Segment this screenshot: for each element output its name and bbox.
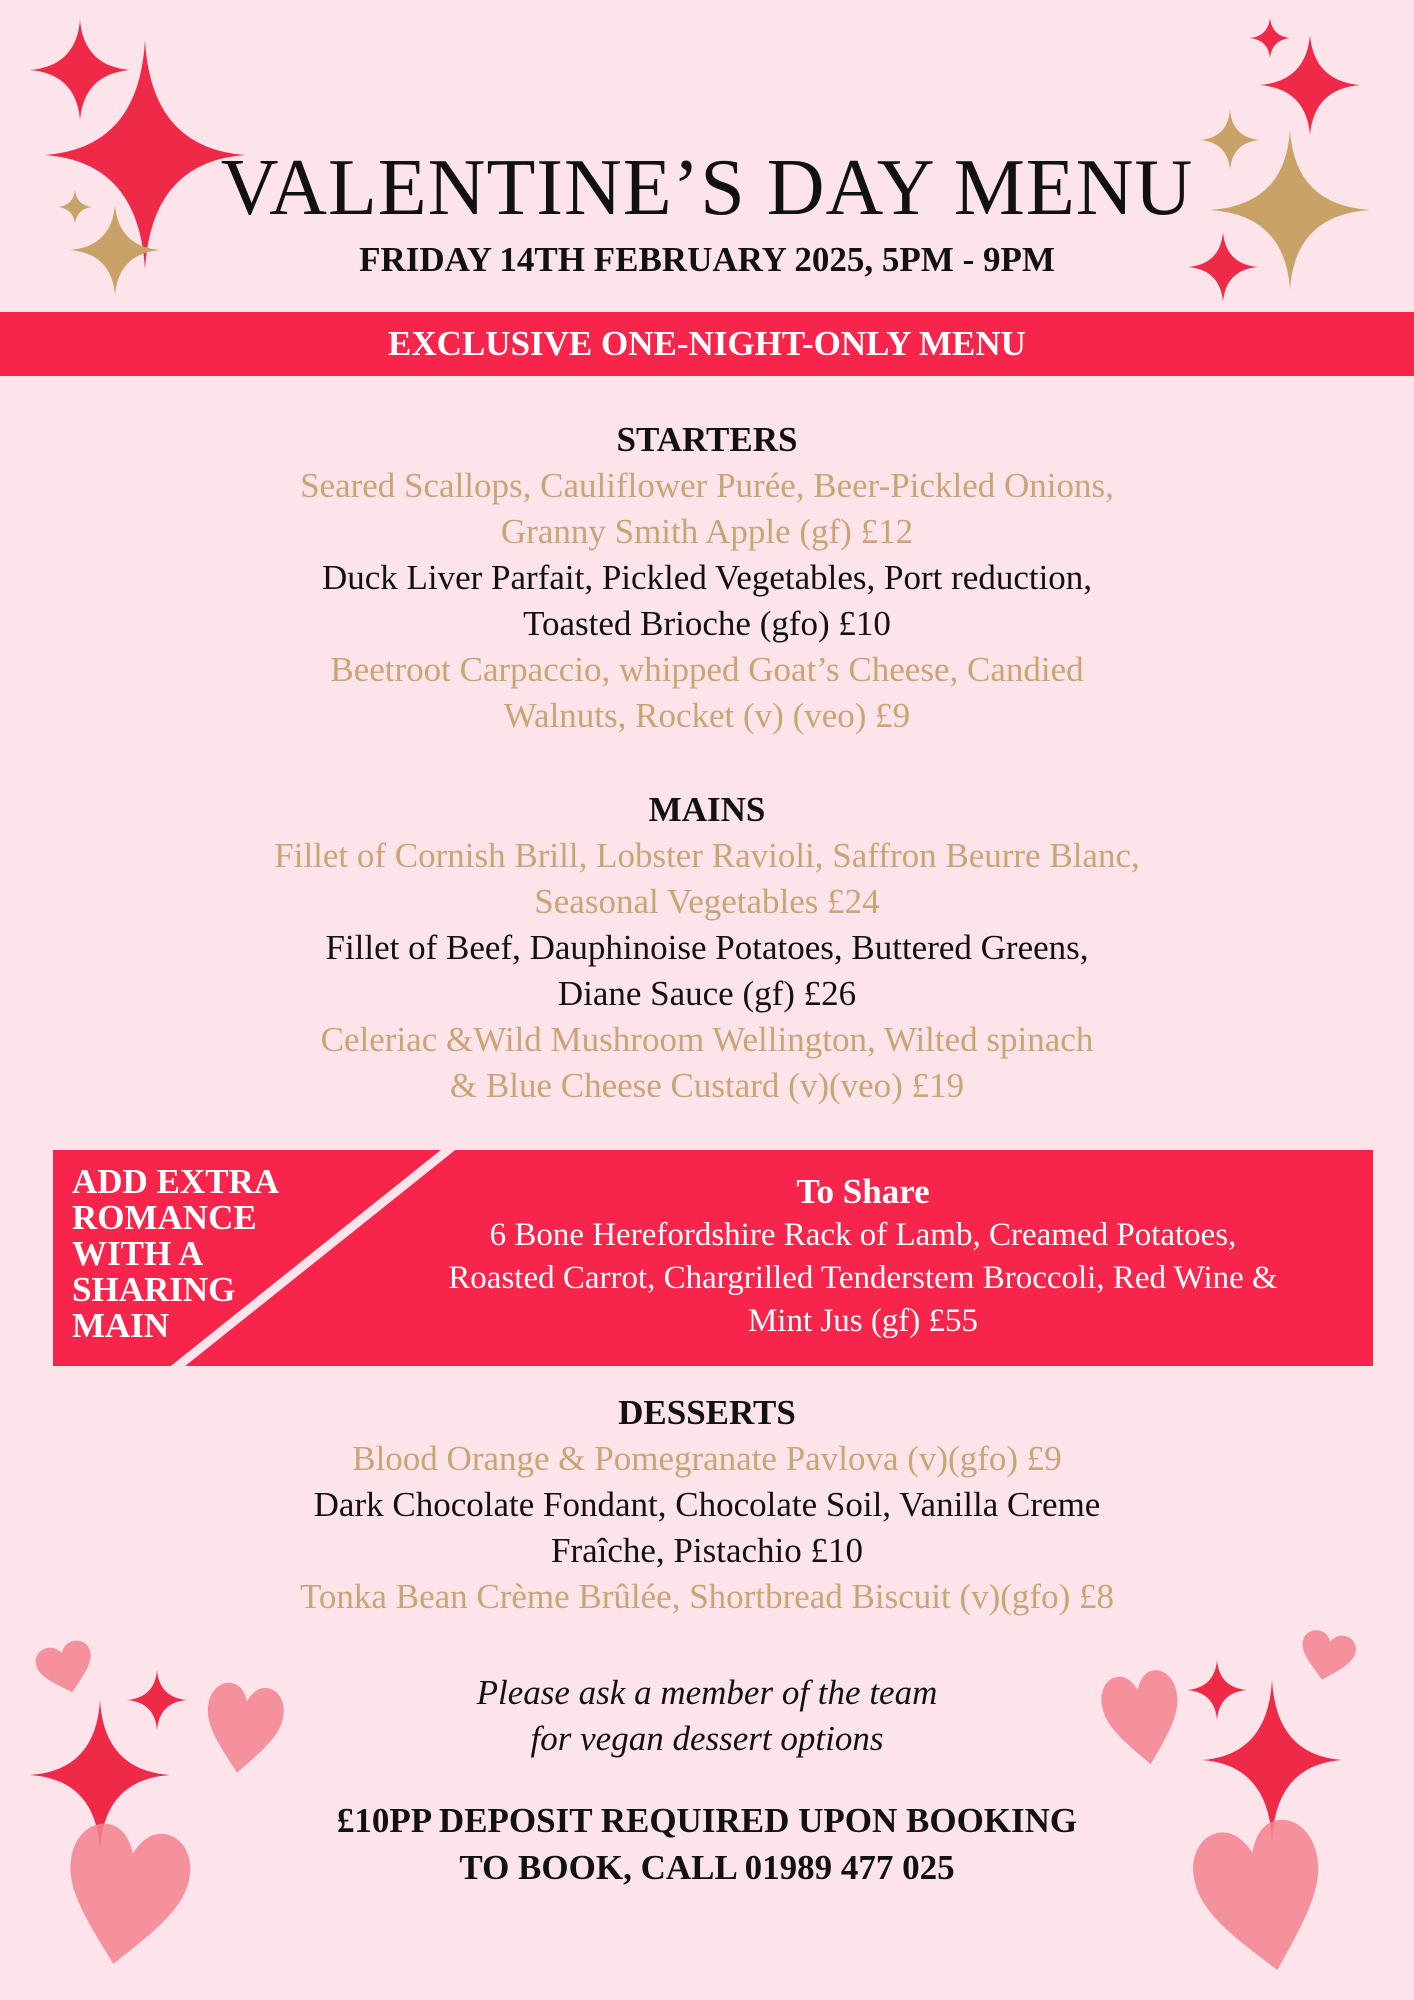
starters-section: [0, 417, 1414, 739]
sharing-line: 6 Bone Herefordshire Rack of Lamb, Creamed Potatoes,: [489, 1217, 1237, 1253]
heart-icon: [199, 1680, 287, 1780]
menu-item-line: Seared Scallops, Cauliflower Purée, Beer-Pickled Onions,: [300, 466, 1114, 505]
menu-item-line: Toasted Brioche (gfo) £10: [523, 604, 891, 643]
menu-item: Blood Orange & Pomegranate Pavlova (v)(gfo) £9: [352, 1439, 1062, 1478]
promo-line: ADD EXTRA: [72, 1162, 280, 1201]
booking-phone: TO BOOK, CALL 01989 477 025: [459, 1848, 955, 1887]
desserts-section: [0, 1390, 1414, 1620]
menu-item-line: Fraîche, Pistachio £10: [550, 1531, 864, 1570]
note-line: for vegan dessert options: [530, 1719, 884, 1758]
menu-item-line: Dark Chocolate Fondant, Chocolate Soil, Vanilla Creme: [313, 1485, 1101, 1524]
exclusive-banner: [0, 312, 1414, 376]
heart-icon: [54, 1819, 196, 1978]
promo-line: ROMANCE: [72, 1198, 257, 1237]
menu-item: [0, 1017, 1414, 1109]
menu-item: [0, 925, 1414, 1017]
menu-title: VALENTINE’S DAY MENU: [220, 144, 1194, 232]
menu-item-line: Celeriac &Wild Mushroom Wellington, Wilted spinach: [320, 1020, 1094, 1059]
sharing-dish: [353, 1170, 1373, 1343]
promo-line: WITH A: [72, 1234, 204, 1273]
sparkle-icon: [1260, 35, 1360, 135]
menu-item-line: Walnuts, Rocket (v) (veo) £9: [503, 696, 911, 735]
desserts-heading: DESSERTS: [618, 1393, 796, 1432]
menu-item-line: Beetroot Carpaccio, whipped Goat’s Cheese, Candied: [330, 650, 1084, 689]
sparkle-icon: [1202, 1680, 1342, 1840]
heart-icon: [1097, 1667, 1188, 1773]
starters-heading: STARTERS: [616, 420, 798, 459]
menu-item-line: Diane Sauce (gf) £26: [557, 974, 857, 1013]
menu-item: [0, 647, 1414, 739]
deposit-text: £10PP DEPOSIT REQUIRED UPON BOOKING: [336, 1801, 1078, 1840]
menu-item-line: Fillet of Beef, Dauphinoise Potatoes, Buttered Greens,: [325, 928, 1089, 967]
note-line: Please ask a member of the team: [476, 1673, 938, 1712]
menu-item-line: & Blue Cheese Custard (v)(veo) £19: [449, 1066, 965, 1105]
menu-item: [0, 833, 1414, 925]
menu-item: Tonka Bean Crème Brûlée, Shortbread Biscuit (v)(gfo) £8: [300, 1577, 1114, 1616]
sharing-promo: [72, 1164, 332, 1344]
mains-section: [0, 787, 1414, 1109]
menu-item-line: Fillet of Cornish Brill, Lobster Ravioli, Saffron Beurre Blanc,: [274, 836, 1140, 875]
menu-item-line: Duck Liver Parfait, Pickled Vegetables, Port reduction,: [321, 558, 1093, 597]
promo-line: MAIN: [72, 1306, 170, 1345]
menu-item-line: Seasonal Vegetables £24: [534, 882, 880, 921]
sharing-line: Roasted Carrot, Chargrilled Tenderstem Broccoli, Red Wine &: [448, 1260, 1278, 1296]
sharing-line: Mint Jus (gf) £55: [747, 1303, 979, 1339]
banner-text: EXCLUSIVE ONE-NIGHT-ONLY MENU: [388, 324, 1026, 363]
menu-item: [0, 555, 1414, 647]
menu-item: [0, 1482, 1414, 1574]
menu-item-line: Granny Smith Apple (gf) £12: [500, 512, 914, 551]
sharing-heading: To Share: [796, 1172, 930, 1211]
menu-item: [0, 463, 1414, 555]
event-date: FRIDAY 14TH FEBRUARY 2025, 5PM - 9PM: [359, 240, 1055, 279]
sharing-main-box: [53, 1150, 1373, 1366]
promo-line: SHARING: [72, 1270, 236, 1309]
mains-heading: MAINS: [648, 790, 766, 829]
